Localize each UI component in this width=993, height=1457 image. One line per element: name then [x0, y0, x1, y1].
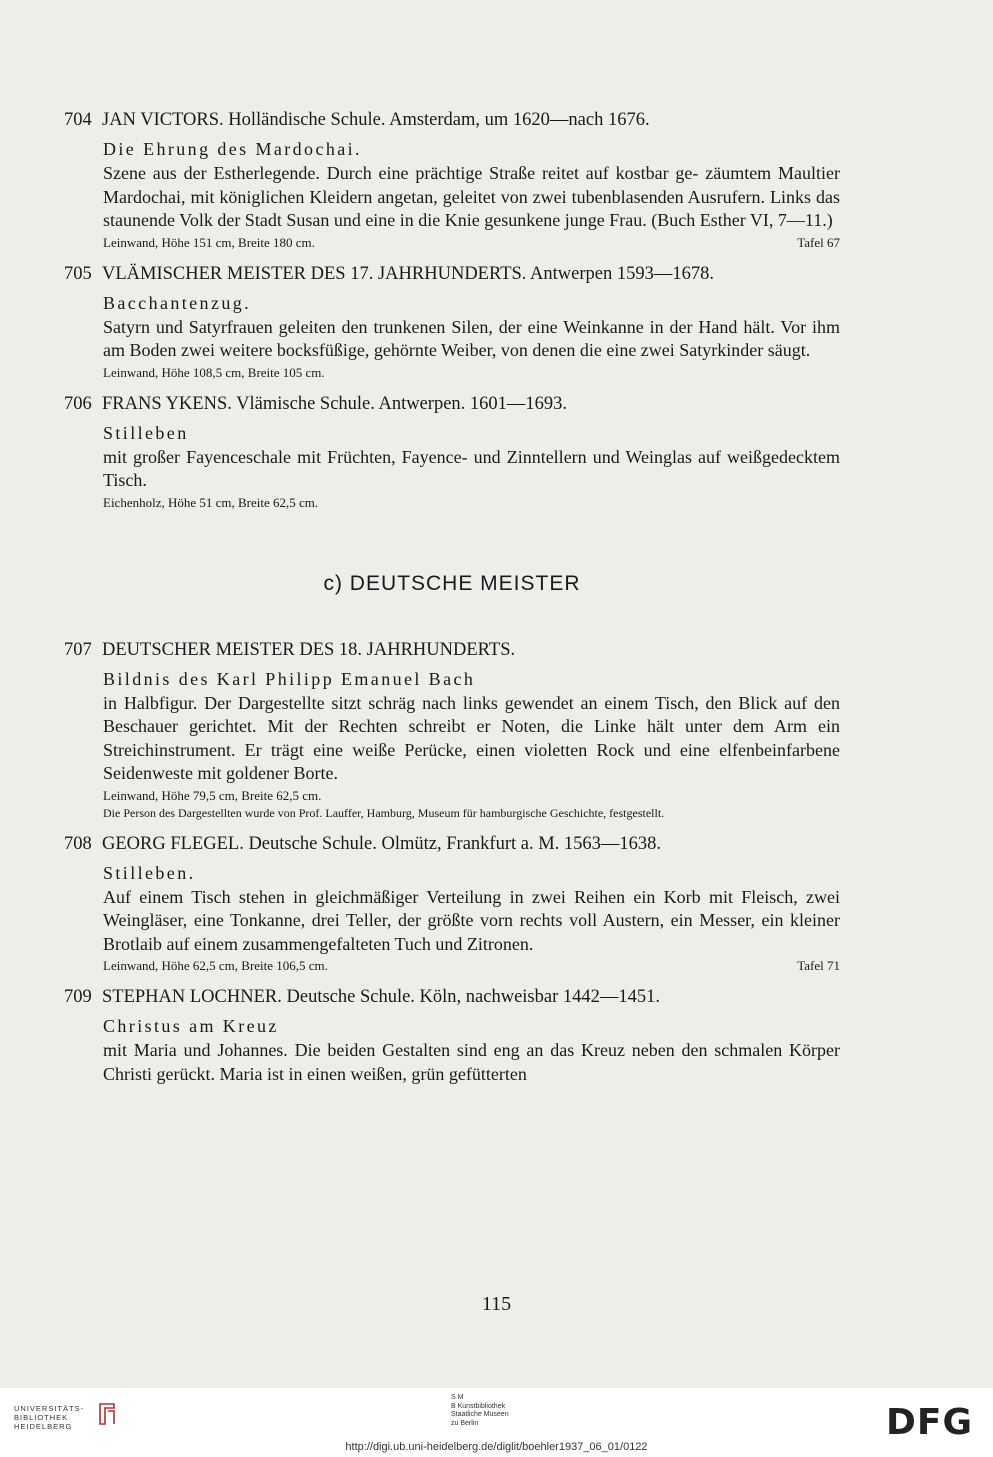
entry-body — [103, 420, 840, 512]
entry-meta — [103, 956, 840, 975]
entry-plate: Tafel 67 — [797, 234, 840, 250]
entry-description: Auf einem Tisch stehen in gleichmäßiger Verteilung in zwei Reihen ein Korb mit Fleisch, zwei Weingläser, eine Tonkanne, drei Teller, der größte vorn rechts voll Austern, ein Messer, ein kleiner Brotlaib auf einem zusammengefalteten Tuch und Zitronen. — [103, 886, 840, 954]
entry-body — [103, 290, 840, 382]
entry-number: 704 — [64, 110, 92, 130]
library-line: S M — [451, 1394, 464, 1401]
entry-body — [103, 666, 840, 822]
entry-number: 708 — [64, 833, 92, 854]
entry-artist: FRANS YKENS. Vlämische Schule. Antwerpen. 1601—1693. — [102, 393, 568, 414]
entry-medium: Leinwand, Höhe 79,5 cm, Breite 62,5 cm. — [103, 787, 322, 803]
entry-number: 707 — [64, 639, 92, 660]
entry-body — [103, 136, 840, 252]
entry-medium: Leinwand, Höhe 62,5 cm, Breite 106,5 cm. — [103, 958, 328, 973]
entry-artist: GEORG FLEGEL. Deutsche Schule. Olmütz, Frankfurt a. M. 1563—1638. — [102, 833, 662, 854]
entry-list-a — [64, 108, 840, 512]
entry-title: Bacchantenzug. — [103, 292, 252, 313]
entry-meta — [103, 363, 840, 382]
dfg-logo[interactable]: DFG — [886, 1402, 974, 1443]
entry-description: Szene aus der Estherlegende. Durch eine prächtige Straße reitet auf kostbar ge- zäumtem Maultier Mardochai, mit königlichen Kleidern angetan, geleitet von zwei tubenblasenden Ausrufern. Links das staunende Volk der Stadt Susan und eine in die Knie gesunkene junge Frau. (Buch Esther VI, 7—11.) — [103, 163, 840, 230]
entry-note: Die Person des Dargestellten wurde von Prof. Lauffer, Hamburg, Museum für hamburgische Geschichte, festgestellt. — [103, 805, 665, 820]
entry-artist: VLÄMISCHER MEISTER DES 17. JAHRHUNDERTS. Antwerpen 1593—1678. — [102, 263, 714, 284]
university-line: BIBLIOTHEK — [14, 1413, 69, 1422]
catalog-entry — [64, 985, 840, 1086]
permalink-url[interactable]: http://digi.ub.uni-heidelberg.de/diglit/boehler1937_06_01/0122 — [345, 1441, 648, 1453]
entry-artist: JAN VICTORS. Holländische Schule. Amsterdam, um 1620—nach 1676. — [102, 110, 650, 130]
entry-title: Die Ehrung des Mardochai. — [103, 139, 362, 159]
entry-meta — [103, 493, 840, 512]
entry-medium: Eichenholz, Höhe 51 cm, Breite 62,5 cm. — [103, 494, 319, 510]
entry-heading — [64, 985, 840, 1010]
entry-description: Satyrn und Satyrfrauen geleiten den trunkenen Silen, der eine Weinkanne in der Hand hält. Vor ihm am Boden zwei weitere bocksfüßige, gehörnte Weiber, von denen die eine zwei Satyrkinder säugt. — [103, 316, 840, 360]
entry-body — [103, 860, 840, 976]
page-number: 115 — [481, 1293, 512, 1315]
catalog-entry — [64, 392, 840, 512]
entry-artist: STEPHAN LOCHNER. Deutsche Schule. Köln, nachweisbar 1442—1451. — [102, 987, 661, 1007]
entry-heading — [64, 108, 840, 133]
entry-description: mit Maria und Johannes. Die beiden Gestalten sind eng an das Kreuz neben den schmalen Körper Christi gerückt. Maria ist in einen weißen, grün gefütterten — [103, 1040, 840, 1084]
entry-title: Bildnis des Karl Philipp Emanuel Bach — [103, 668, 476, 689]
entry-heading — [64, 392, 840, 417]
entry-number: 706 — [64, 393, 92, 414]
university-line: HEIDELBERG — [14, 1422, 73, 1431]
entry-medium: Leinwand, Höhe 108,5 cm, Breite 105 cm. — [103, 364, 325, 380]
university-emblem-icon — [96, 1400, 118, 1426]
university-logo-text[interactable] — [14, 1404, 84, 1431]
library-line: Staatliche Museen — [451, 1411, 509, 1418]
library-line: B Kunstbibliothek — [451, 1402, 506, 1410]
entry-title: Stilleben — [103, 422, 189, 443]
entry-title: Christus am Kreuz — [103, 1016, 279, 1036]
entry-list-c — [64, 638, 840, 1087]
footer-bar — [0, 1388, 993, 1457]
entry-title: Stilleben. — [103, 862, 196, 883]
entry-number: 709 — [64, 987, 92, 1007]
kunstbibliothek-logo[interactable] — [451, 1394, 509, 1428]
entry-number: 705 — [64, 263, 92, 284]
catalog-entry — [64, 638, 840, 822]
catalog-entry — [64, 262, 840, 382]
entry-meta — [103, 233, 840, 252]
catalog-entry — [64, 108, 840, 252]
university-line: UNIVERSITÄTS- — [14, 1404, 85, 1413]
entry-heading — [64, 262, 840, 287]
entry-plate: Tafel 71 — [797, 958, 840, 973]
entry-medium: Leinwand, Höhe 151 cm, Breite 180 cm. — [103, 234, 315, 250]
page-content — [64, 108, 840, 1096]
entry-heading — [64, 832, 840, 857]
entry-heading — [64, 638, 840, 663]
library-line: zu Berlin — [451, 1419, 479, 1427]
entry-meta — [103, 786, 840, 805]
entry-body — [103, 1013, 840, 1086]
entry-artist: DEUTSCHER MEISTER DES 18. JAHRHUNDERTS. — [102, 639, 516, 660]
entry-description: mit großer Fayenceschale mit Früchten, Fayence- und Zinntellern und Weinglas auf weißgedecktem Tisch. — [103, 446, 840, 490]
catalog-entry — [64, 832, 840, 976]
section-heading: c) DEUTSCHE MEISTER — [323, 571, 581, 595]
entry-description: in Halbfigur. Der Dargestellte sitzt schräg nach links gewendet an einem Tisch, den Blick auf den Beschauer gerichtet. Mit der Rechten schreibt er Noten, die Linke hält unter dem Arm ein Streichinstrument. Er trägt eine weiße Perücke, einen violetten Rock und eine elfenbeinfarbene Seidenweste mit goldener Borte. — [103, 692, 840, 783]
